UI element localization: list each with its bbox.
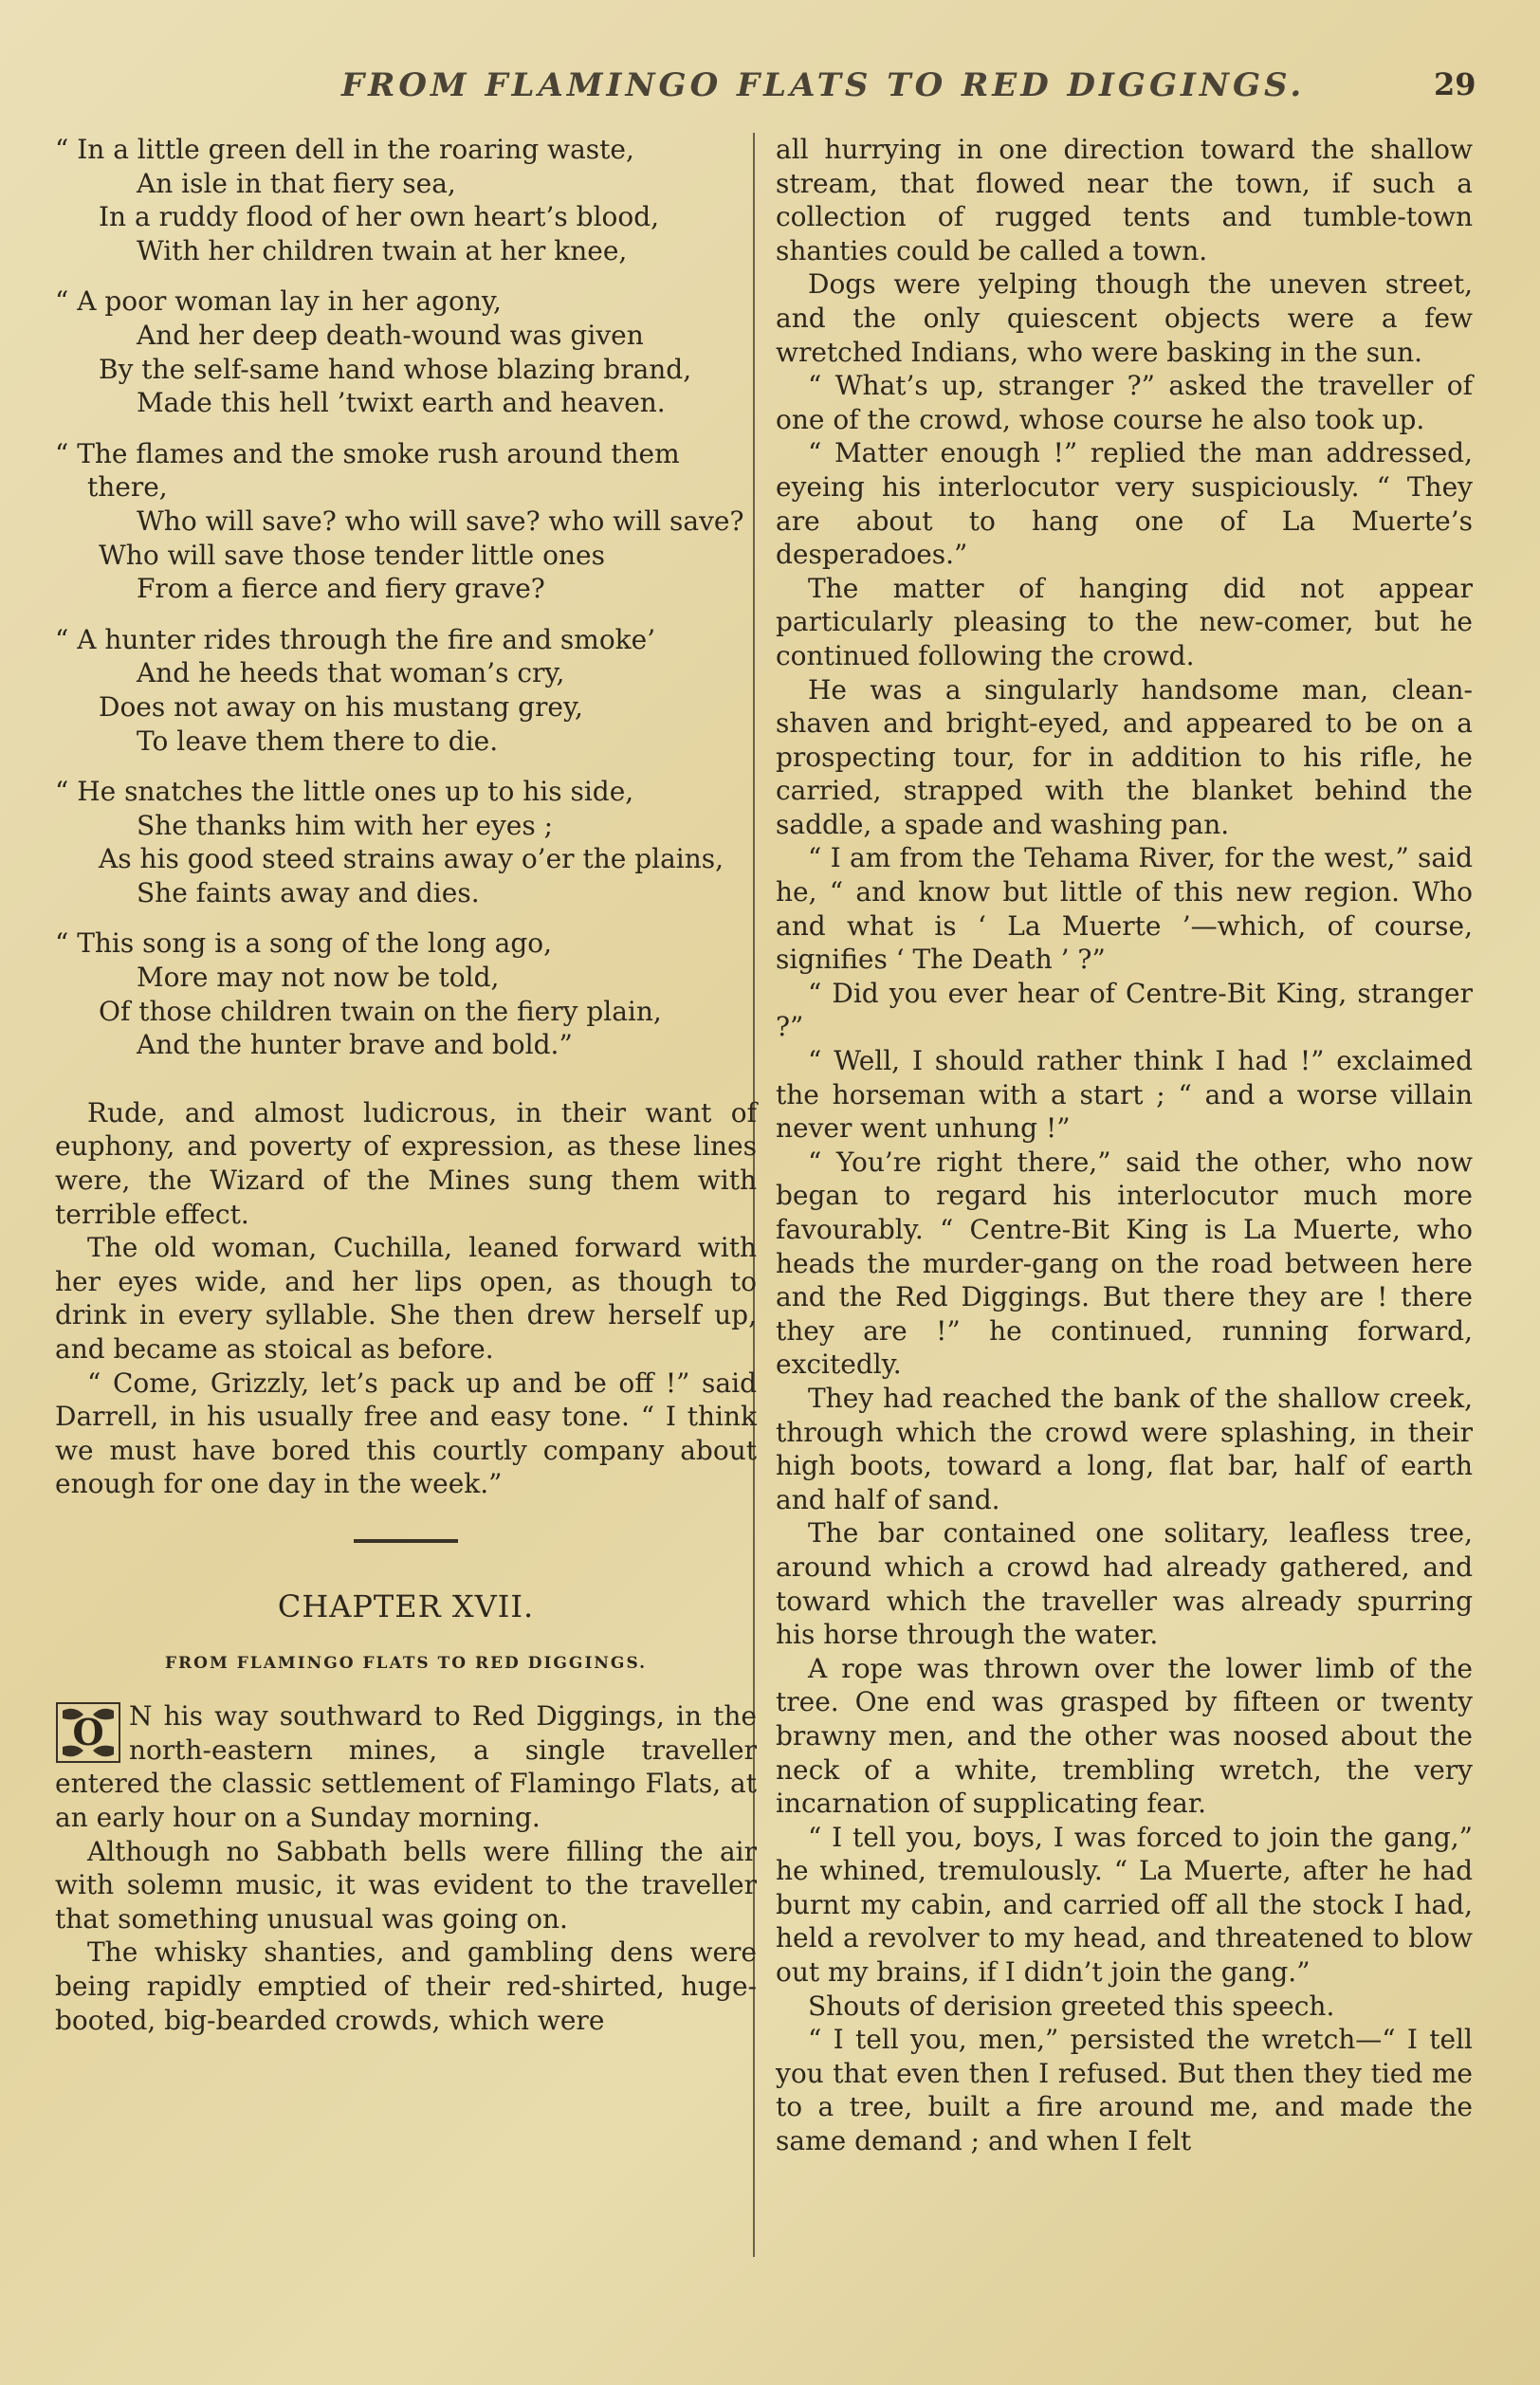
chapter-title: CHAPTER XVII. [277, 1587, 535, 1624]
ornamental-dropcap-icon [55, 1701, 121, 1764]
paragraph: “ What’s up, stranger ?” asked the traveller of one of the crowd, whose course he also took up. [776, 370, 1473, 435]
paragraph: “ I tell you, men,” persisted the wretch—“ I tell you that even then I refused. But then they tied me to a tree, built a fire around me, and made the same demand ; and when I felt [776, 2024, 1473, 2157]
paragraph: Rude, and almost ludicrous, in their want of euphony, and poverty of expression, as these lines were, the Wizard of the Mines sung them with terrible effect. [55, 1096, 757, 1230]
poem-stanza [55, 623, 757, 758]
poem-stanza [55, 284, 757, 419]
poem-line: “ He snatches the little ones up to his side, [55, 776, 634, 808]
poem-line: “ In a little green dell in the roaring waste, [55, 134, 634, 165]
paragraph: They had reached the bank of the shallow creek, through which the crowd were splashing, in their high boots, toward a long, flat bar, half of earth and half of sand. [776, 1382, 1473, 1515]
paragraph: The old woman, Cuchilla, leaned forward with her eyes wide, and her lips open, as though to drink in every syllable. She then drew herself up, and became as stoical as before. [55, 1232, 757, 1365]
poem-line: And he heeds that woman’s cry, [137, 657, 565, 689]
paragraph: “ Well, I should rather think I had !” exclaimed the horseman with a start ; “ and a worse villain never went unhung !” [776, 1045, 1473, 1145]
poem-line: She faints away and dies. [137, 876, 480, 908]
poem-line: By the self-same hand whose blazing brand, [99, 353, 692, 385]
poem-line: Of those children twain on the fiery plain, [99, 995, 662, 1027]
poem-line: As his good steed strains away o’er the plains, [99, 843, 724, 875]
paragraph: “ Come, Grizzly, let’s pack up and be off !” said Darrell, in his usually free and easy tone. “ I think we must have bored this courtly company about enough for one day in the week.” [55, 1367, 757, 1500]
poem-line: And the hunter brave and bold.” [137, 1029, 573, 1061]
paragraph: Although no Sabbath bells were filling the air with solemn music, it was evident to the traveller that something unusual was going on. [55, 1835, 757, 1935]
dropcap-letter: O [72, 1711, 104, 1754]
poem-line: In a ruddy flood of her own heart’s blood, [99, 201, 660, 233]
poem-line: From a fierce and fiery grave? [137, 573, 545, 605]
left-column [55, 133, 757, 2037]
paragraph: “ I am from the Tehama River, for the west,” said he, “ and know but little of this new region. Who and what is ‘ La Muerte ’—which, of course, signifies ‘ The Death ’ ?” [776, 842, 1473, 976]
paragraph: A rope was thrown over the lower limb of the tree. One end was grasped by fifteen or twenty brawny men, and the other was noosed about the neck of a white, trembling wretch, the very incarnation of supplicating fear. [776, 1652, 1473, 1820]
paragraph: all hurrying in one direction toward the shallow stream, that flowed near the town, if such a collection of rugged tents and tumble-town shanties could be called a town. [776, 134, 1473, 266]
paragraph: Dogs were yelping though the uneven street, and the only quiescent objects were a few wretched Indians, who were basking in the sun. [776, 268, 1473, 368]
chapter-subtitle: FROM FLAMINGO FLATS TO RED DIGGINGS. [164, 1653, 648, 1673]
chapter-opening-text: N his way southward to Red Diggings, in the north-eastern mines, a single traveller entered the classic settlement of Flamingo Flats, at an early hour on a Sunday morning. [55, 1700, 757, 1833]
paragraph: “ You’re right there,” said the other, who now began to regard his interlocutor much more favourably. “ Centre-Bit King is La Muerte, who heads the murder-gang on the road between here and the Red Diggings. But there they are ! there they are !” he continued, running forward, excitedly. [776, 1146, 1473, 1381]
paragraph: “ Matter enough !” replied the man addressed, eyeing his interlocutor very suspiciously. “ They are about to hang one of La Muerte’s desperadoes.” [776, 437, 1473, 571]
poem-line: Made this hell ’twixt earth and heaven. [137, 387, 666, 419]
poem-line: And her deep death-wound was given [137, 319, 644, 351]
poem-line: “ The flames and the smoke rush around them there, [55, 437, 680, 504]
poem-line: More may not now be told, [137, 962, 500, 994]
poem-line: Who will save those tender little ones [99, 539, 605, 571]
poem-line: Who will save? who will save? who will save? [137, 505, 744, 537]
poem-line: An isle in that fiery sea, [137, 167, 456, 199]
poem-stanza [55, 775, 757, 909]
paragraph: The whisky shanties, and gambling dens were being rapidly emptied of their red-shirted, huge-booted, big-bearded crowds, which were [55, 1936, 757, 2036]
poem-line: She thanks him with her eyes ; [137, 809, 554, 841]
chapter-opening [55, 1699, 757, 1834]
poem [55, 133, 757, 1062]
paragraph: Shouts of derision greeted this speech. [808, 1990, 1335, 2022]
paragraph: “ I tell you, boys, I was forced to join the gang,” he whined, tremulously. “ La Muerte, after he had burnt my cabin, and carried off all the stock I had, held a revolver to my head, and threatened to blow out my brains, if I didn’t join the gang.” [776, 1821, 1473, 1989]
poem-stanza [55, 133, 757, 267]
paragraph: The bar contained one solitary, leafless tree, around which a crowd had already gathered, and toward which the traveller was already spurring his horse through the water. [776, 1517, 1473, 1651]
running-title: FROM FLAMINGO FLATS TO RED DIGGINGS. [341, 66, 1306, 104]
poem-line: With her children twain at her knee, [137, 234, 628, 266]
poem-line: “ A poor woman lay in her agony, [55, 285, 502, 318]
poem-line: “ This song is a song of the long ago, [55, 927, 553, 960]
paragraph: The matter of hanging did not appear particularly pleasing to the new-comer, but he continued following the crowd. [776, 572, 1473, 671]
page-header [0, 66, 1540, 114]
poem-line: Does not away on his mustang grey, [99, 690, 583, 723]
paragraph: “ Did you ever hear of Centre-Bit King, stranger ?” [776, 977, 1473, 1043]
poem-stanza [55, 437, 757, 606]
poem-line: To leave them there to die. [137, 725, 499, 757]
poem-stanza [55, 926, 757, 1061]
section-ornament [354, 1539, 458, 1543]
paragraph: He was a singularly handsome man, clean-shaven and bright-eyed, and appeared to be on a prospecting tour, for in addition to his rifle, he carried, strapped with the blanket behind the saddle, a spade and washing pan. [776, 673, 1473, 840]
page-number: 29 [1434, 66, 1476, 102]
poem-line: “ A hunter rides through the fire and smoke’ [55, 623, 656, 655]
right-column [776, 133, 1473, 2158]
